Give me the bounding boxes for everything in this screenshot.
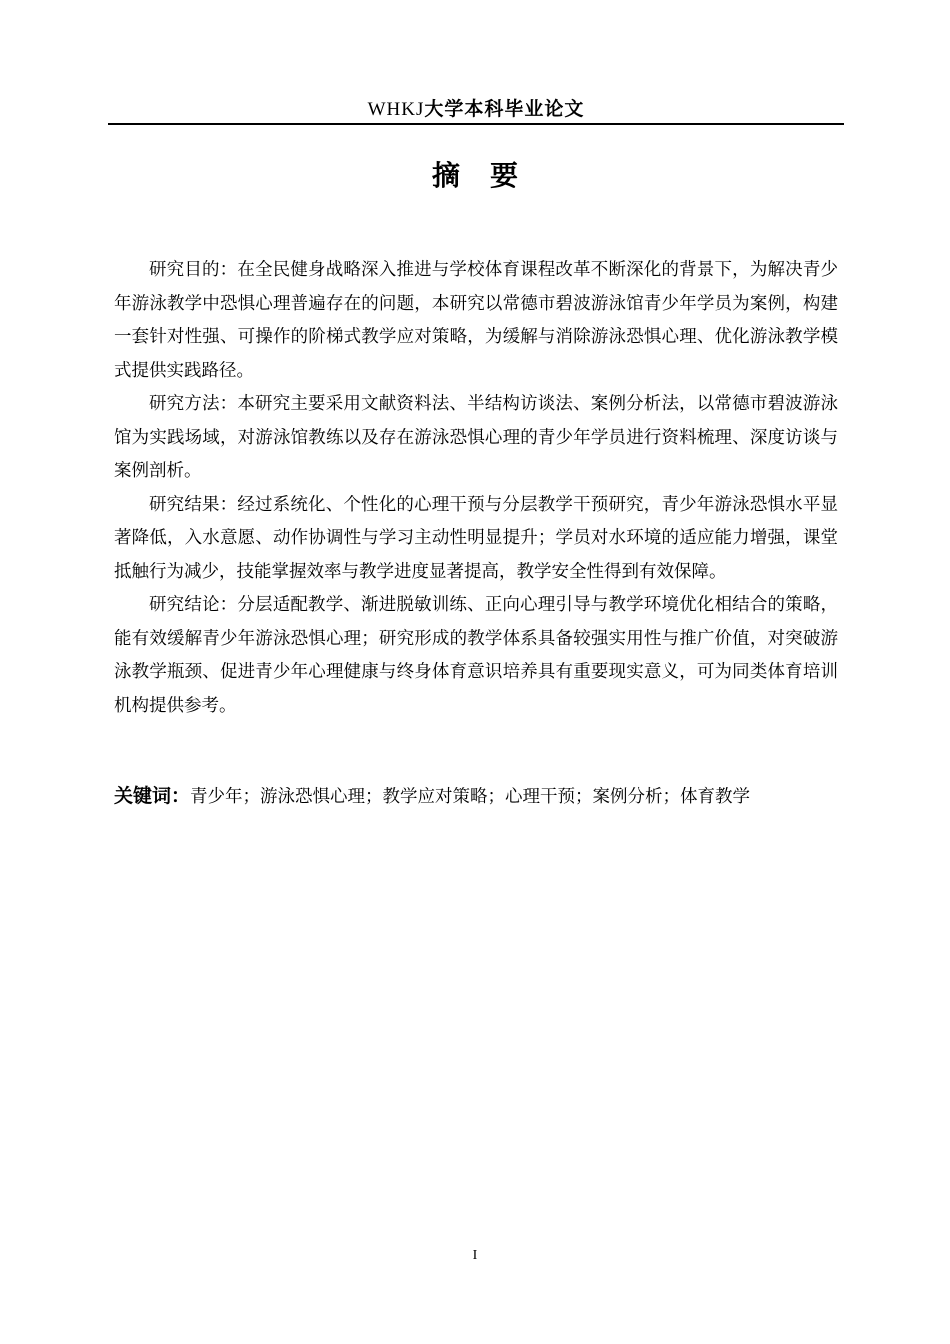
- abstract-paragraph-purpose: 研究目的：在全民健身战略深入推进与学校体育课程改革不断深化的背景下，为解决青少年游泳教学中恐惧心理普遍存在的问题，本研究以常德市碧波游泳馆青少年学员为案例，构建一套针对性强、可操作的阶梯式教学应对策略，为缓解与消除游泳恐惧心理、优化游泳教学模式提供实践路径。: [114, 260, 838, 381]
- page-number: I: [472, 1248, 478, 1263]
- header-thesis-type: 大学本科毕业论文: [424, 98, 585, 120]
- abstract-body: [114, 254, 838, 723]
- abstract-paragraph-results: 研究结果：经过系统化、个性化的心理干预与分层教学干预研究，青少年游泳恐惧水平显著降低，入水意愿、动作协调性与学习主动性明显提升；学员对水环境的适应能力增强，课堂抵触行为减少，技能掌握效率与教学进度显著提高，教学安全性得到有效保障。: [114, 494, 838, 582]
- page-header: [108, 94, 844, 124]
- abstract-paragraph-conclusion: 研究结论：分层适配教学、渐进脱敏训练、正向心理引导与教学环境优化相结合的策略，能有效缓解青少年游泳恐惧心理；研究形成的教学体系具备较强实用性与推广价值，对突破游泳教学瓶颈、促进青少年心理健康与终身体育意识培养具有重要现实意义，可为同类体育培训机构提供参考。: [114, 595, 838, 716]
- abstract-paragraph-method: 研究方法：本研究主要采用文献资料法、半结构访谈法、案例分析法，以常德市碧波游泳馆为实践场域，对游泳馆教练以及存在游泳恐惧心理的青少年学员进行资料梳理、深度访谈与案例剖析。: [114, 394, 838, 481]
- header-rule: [108, 123, 844, 125]
- abstract-title: 摘要: [431, 159, 548, 192]
- keywords-line: [114, 781, 838, 812]
- keywords-label: 关键词：: [114, 785, 191, 807]
- header-school-code: WHKJ: [367, 99, 425, 120]
- keywords-text: 青少年；游泳恐惧心理；教学应对策略；心理干预；案例分析；体育教学: [190, 787, 751, 807]
